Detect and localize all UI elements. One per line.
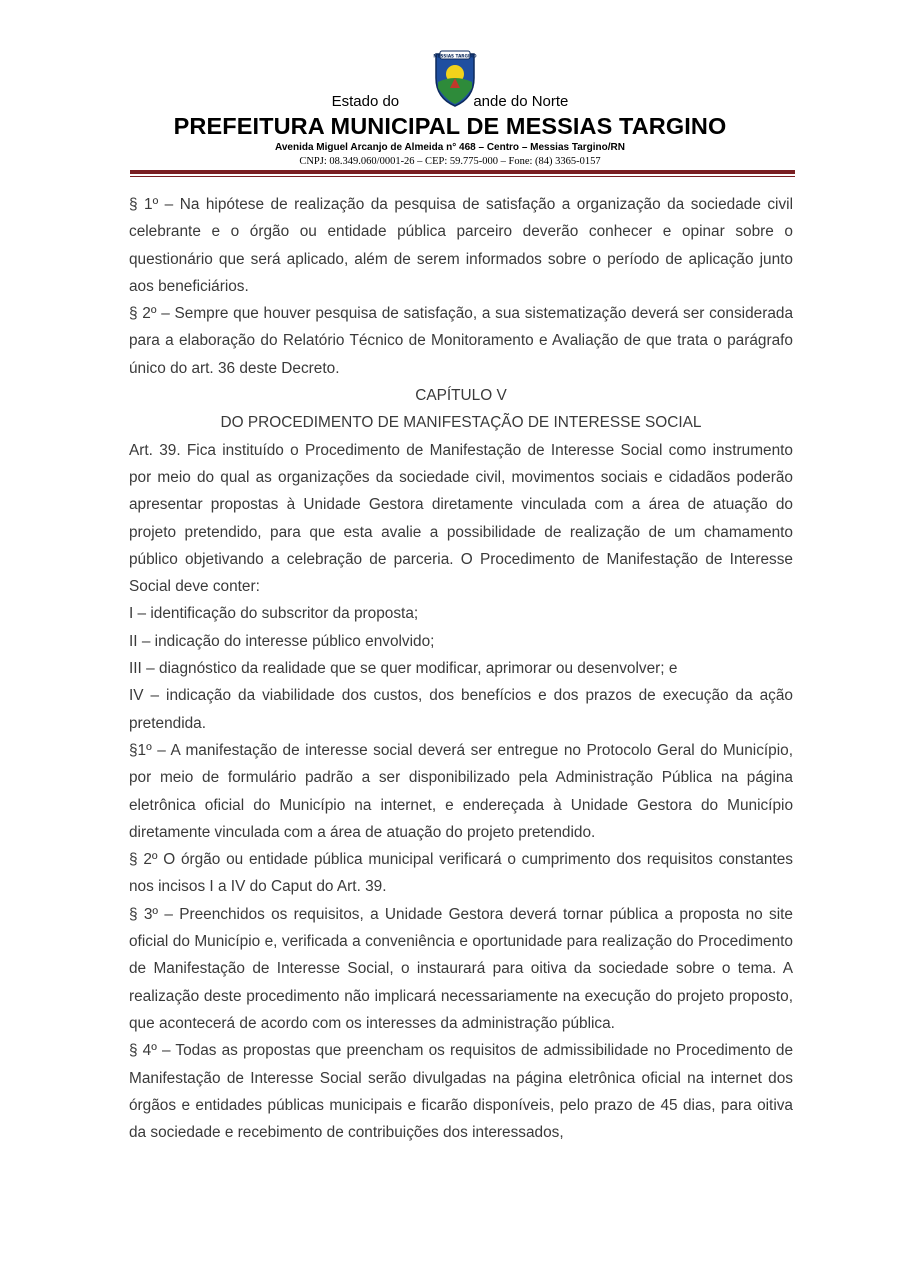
paragraph-2: § 2º – Sempre que houver pesquisa de satisfação, a sua sistematização deverá ser considerada para a elaboração do Relatório Técnico de Monitoramento e Avaliação de que trata o parágrafo único do art. 36 deste Decreto.: [129, 305, 793, 377]
prefecture-title: PREFEITURA MUNICIPAL DE MESSIAS TARGINO: [173, 113, 727, 139]
document-body: [129, 191, 793, 1146]
municipal-crest-icon: [432, 48, 478, 108]
inciso-2: II – indicação do interesse público envolvido;: [129, 632, 435, 650]
crest-banner: MESSIAS TARGINO: [433, 53, 477, 59]
prefecture-cnpj: CNPJ: 08.349.060/0001-26 – CEP: 59.775-000 – Fone: (84) 3365-0157: [299, 156, 601, 167]
inciso-3: III – diagnóstico da realidade que se quer modificar, aprimorar ou desenvolver; e: [129, 660, 678, 678]
header-rule-thin: [130, 176, 795, 177]
paragraph-art39-1: §1º – A manifestação de interesse social deverá ser entregue no Protocolo Geral do Município, por meio de formulário padrão a ser disponibilizado pela Administração Pública na página eletrônica oficial do Município na internet, e endereçada à Unidade Gestora do Município diretamente vinculada com a área de atuação do projeto pretendido.: [129, 741, 793, 841]
paragraph-1: § 1º – Na hipótese de realização da pesquisa de satisfação a organização da sociedade civil celebrante e o órgão ou entidade pública parceiro deverão conhecer e opinar sobre o questionário que será aplicado, além de serem informados sobre o período de aplicação junto aos beneficiários.: [129, 196, 793, 295]
header-rule-thick: [130, 170, 795, 174]
state-text-after: ande do Norte: [473, 93, 569, 110]
article-39: Art. 39. Fica instituído o Procedimento de Manifestação de Interesse Social como instrumento por meio do qual as organizações da sociedade civil, movimentos sociais e cidadãos poderão apresentar propostas à Unidade Gestora diretamente vinculada com a área de atuação do projeto pretendido, para que esta avalie a possibilidade de realização de um chamamento público objetivando a celebração de parceria. O Procedimento de Manifestação de Interesse Social deve conter:: [129, 441, 793, 596]
chapter-title: DO PROCEDIMENTO DE MANIFESTAÇÃO DE INTERESSE SOCIAL: [220, 414, 702, 432]
prefecture-address: Avenida Miguel Arcanjo de Almeida n° 468 – Centro – Messias Targino/RN: [274, 142, 625, 153]
letterhead: [0, 0, 900, 180]
state-text-before: Estado do: [331, 93, 404, 110]
inciso-4: IV – indicação da viabilidade dos custos, dos benefícios e dos prazos de execução da ação pretendida.: [129, 687, 793, 732]
paragraph-art39-4: § 4º – Todas as propostas que preencham os requisitos de admissibilidade no Procedimento de Manifestação de Interesse Social serão divulgadas na página eletrônica oficial na internet dos órgãos e entidades públicas municipais e ficarão disponíveis, pelo prazo de 45 dias, para oitiva da sociedade e recebimento de contribuições dos interessados,: [129, 1042, 793, 1142]
inciso-1: I – identificação do subscritor da proposta;: [129, 605, 419, 623]
chapter-heading: CAPÍTULO V: [415, 387, 507, 405]
paragraph-art39-3: § 3º – Preenchidos os requisitos, a Unidade Gestora deverá tornar pública a proposta no site oficial do Município e, verificada a conveniência e oportunidade para realização do Procedimento de Manifestação de Interesse Social, o instaurará para oitiva da sociedade sobre o tema. A realização deste procedimento não implicará necessariamente na execução do projeto proposto, que acontecerá de acordo com os interesses da administração pública.: [129, 905, 793, 1032]
paragraph-art39-2: § 2º O órgão ou entidade pública municipal verificará o cumprimento dos requisitos constantes nos incisos I a IV do Caput do Art. 39.: [129, 851, 793, 896]
